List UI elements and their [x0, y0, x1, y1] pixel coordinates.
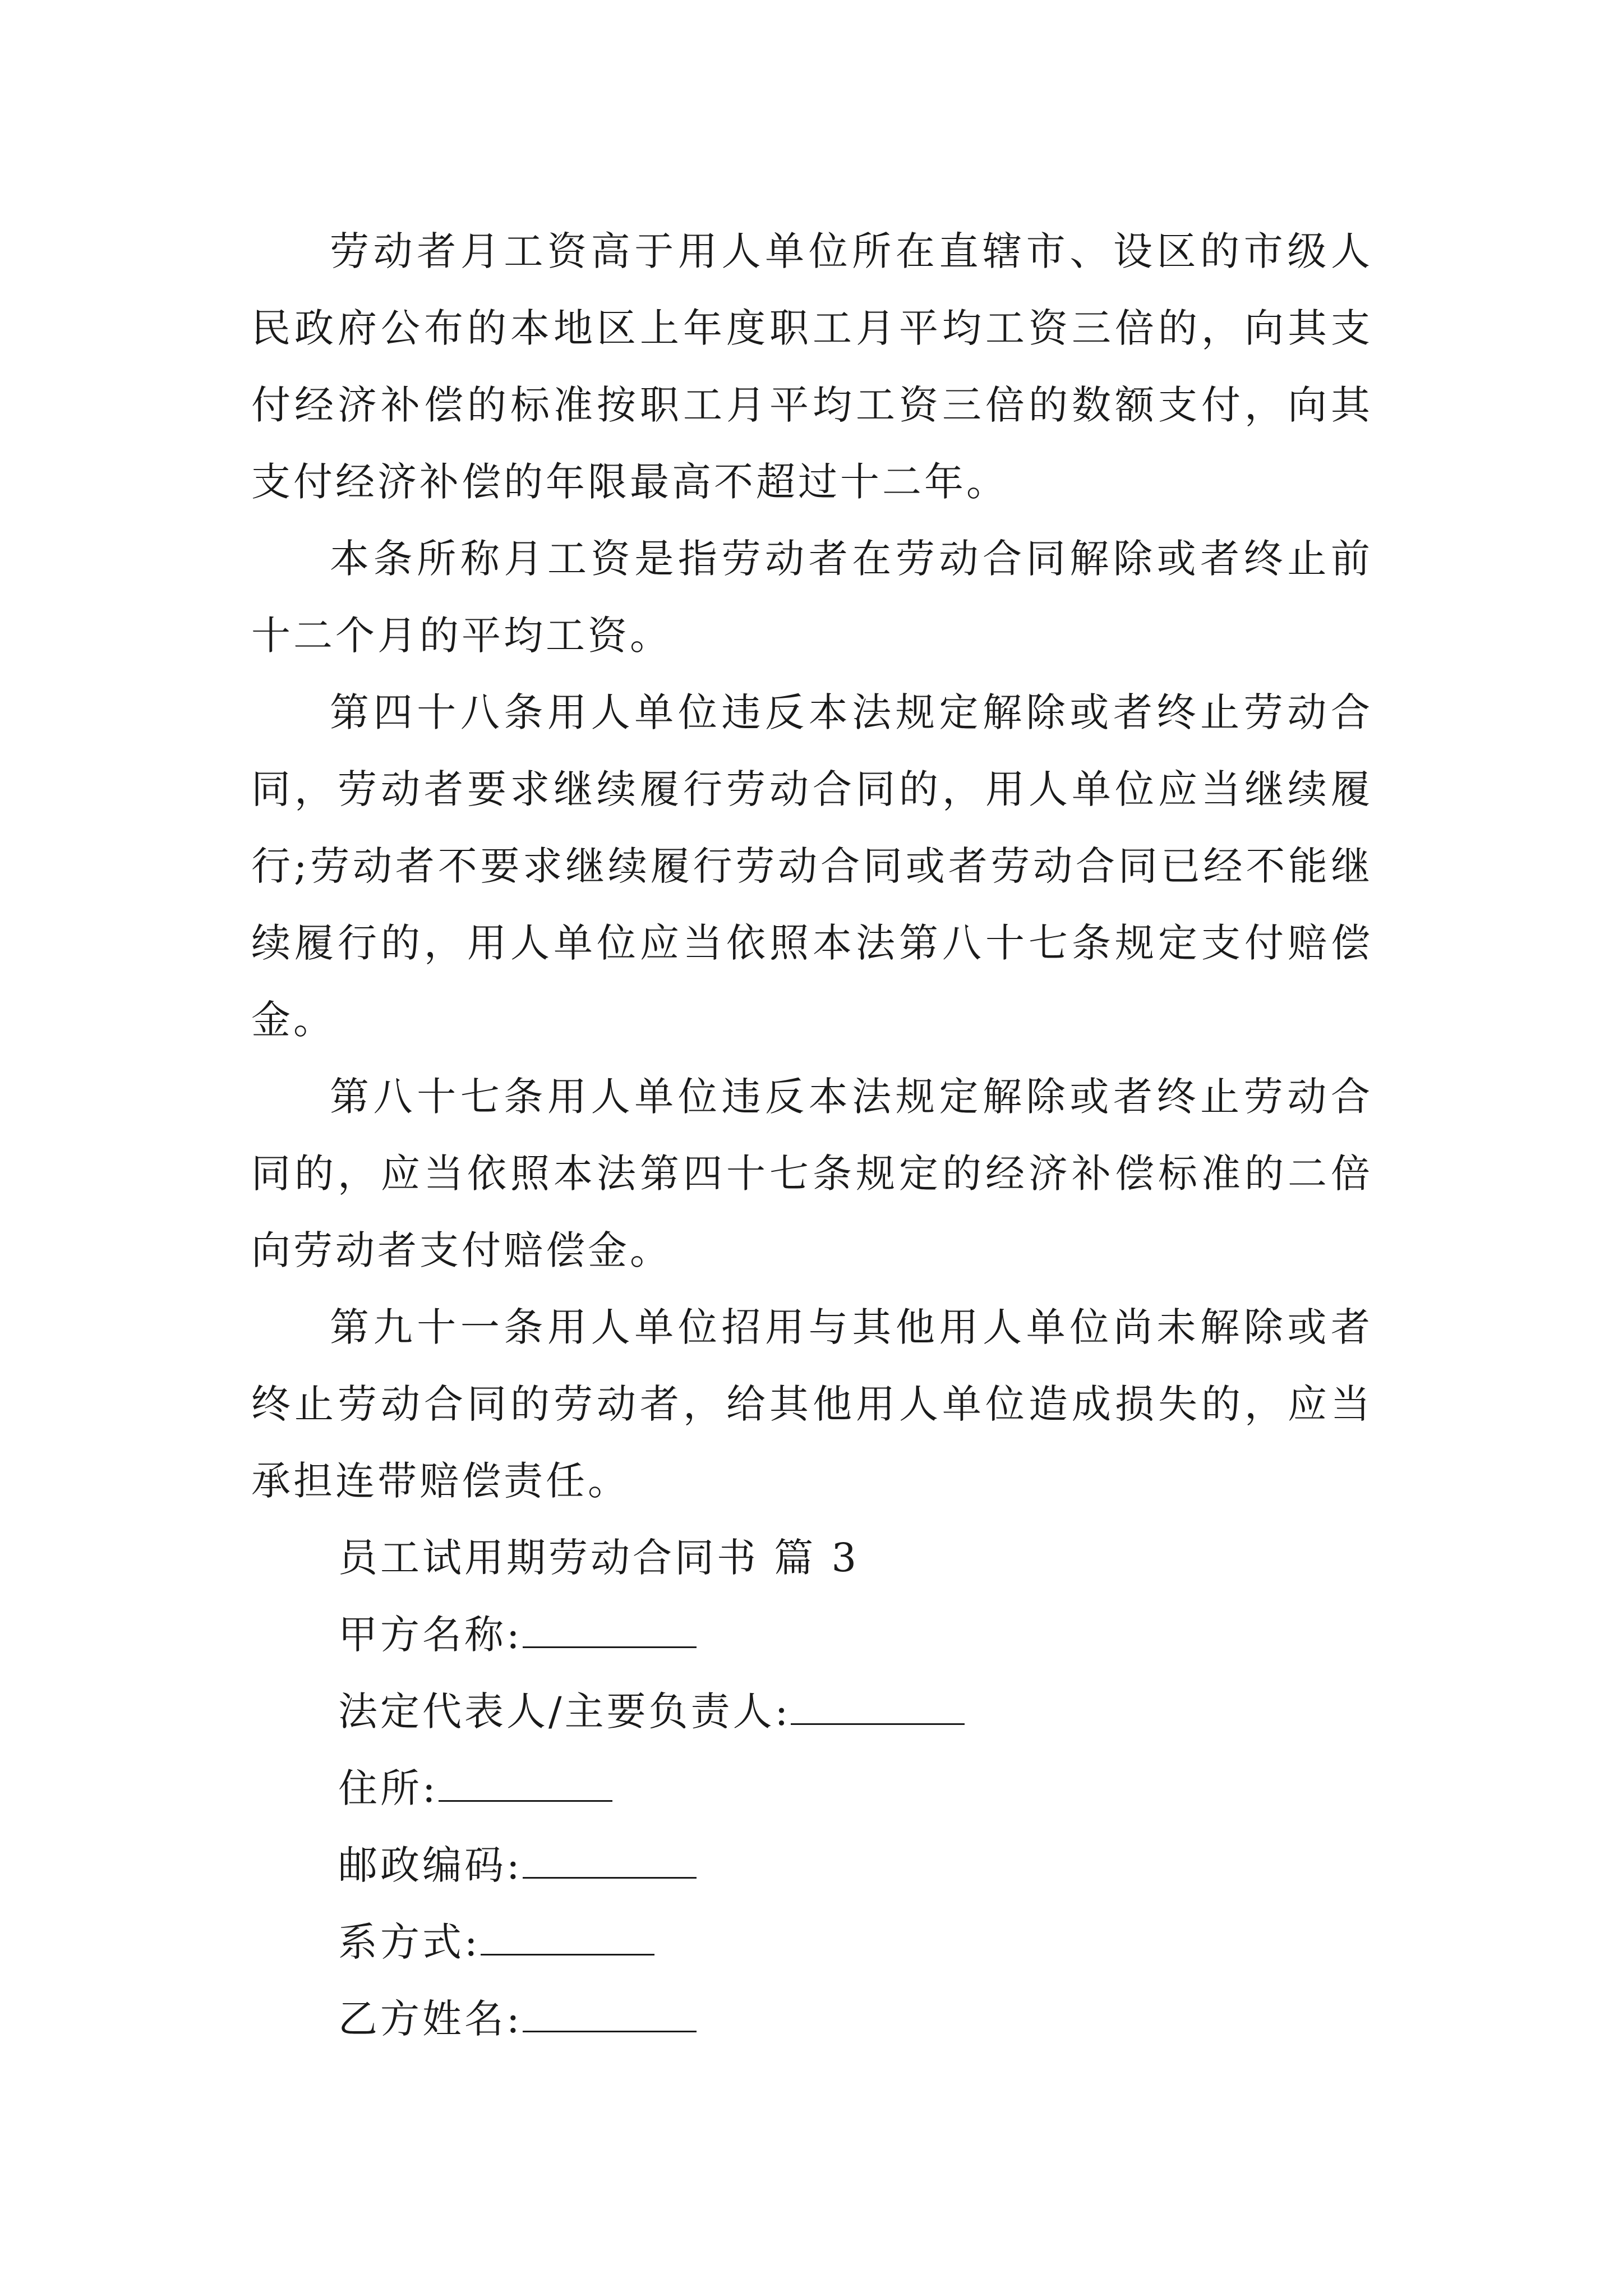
form-field-address	[251, 1750, 1373, 1827]
form-field-party-b-name	[251, 1981, 1373, 2058]
form-field-legal-representative	[251, 1673, 1373, 1750]
field-label: 邮政编码:	[338, 1842, 523, 1888]
form-field-contact	[251, 1904, 1373, 1981]
fill-in-blank	[791, 1701, 965, 1725]
fill-in-blank	[439, 1778, 612, 1802]
field-label: 甲方名称:	[338, 1612, 523, 1658]
form-field-party-a-name	[251, 1596, 1373, 1673]
paragraph-article-91: 第九十一条用人单位招用与其他用人单位尚未解除或者终止劳动合同的劳动者，给其他用人单位造成损失的，应当承担连带赔偿责任。	[251, 1304, 1373, 1504]
paragraph-monthly-wage-cap: 劳动者月工资高于用人单位所在直辖市、设区的市级人民政府公布的本地区上年度职工月平均工资三倍的，向其支付经济补偿的标准按职工月平均工资三倍的数额支付，向其支付经济补偿的年限最高不超过十二年。	[251, 228, 1373, 505]
fill-in-blank	[481, 1931, 654, 1955]
field-label: 法定代表人/主要负责人:	[338, 1688, 791, 1734]
field-label: 住所:	[338, 1765, 439, 1811]
fill-in-blank	[523, 1855, 697, 1879]
fill-in-blank	[523, 2008, 697, 2032]
document-page	[251, 213, 1373, 2058]
paragraph-article-87: 第八十七条用人单位违反本法规定解除或者终止劳动合同的，应当依照本法第四十七条规定的经济补偿标准的二倍向劳动者支付赔偿金。	[251, 1074, 1373, 1273]
field-label: 乙方姓名:	[338, 1996, 523, 2042]
section-title: 员工试用期劳动合同书 篇 3	[338, 1535, 860, 1581]
fill-in-blank	[523, 1624, 697, 1648]
field-label: 系方式:	[338, 1919, 481, 1965]
form-field-postal-code	[251, 1827, 1373, 1904]
paragraph-article-48: 第四十八条用人单位违反本法规定解除或者终止劳动合同，劳动者要求继续履行劳动合同的，用人单位应当继续履行;劳动者不要求继续履行劳动合同或者劳动合同已经不能继续履行的，用人单位应当依照本法第八十七条规定支付赔偿金。	[251, 689, 1373, 1043]
paragraph-monthly-wage-definition: 本条所称月工资是指劳动者在劳动合同解除或者终止前十二个月的平均工资。	[251, 536, 1373, 659]
